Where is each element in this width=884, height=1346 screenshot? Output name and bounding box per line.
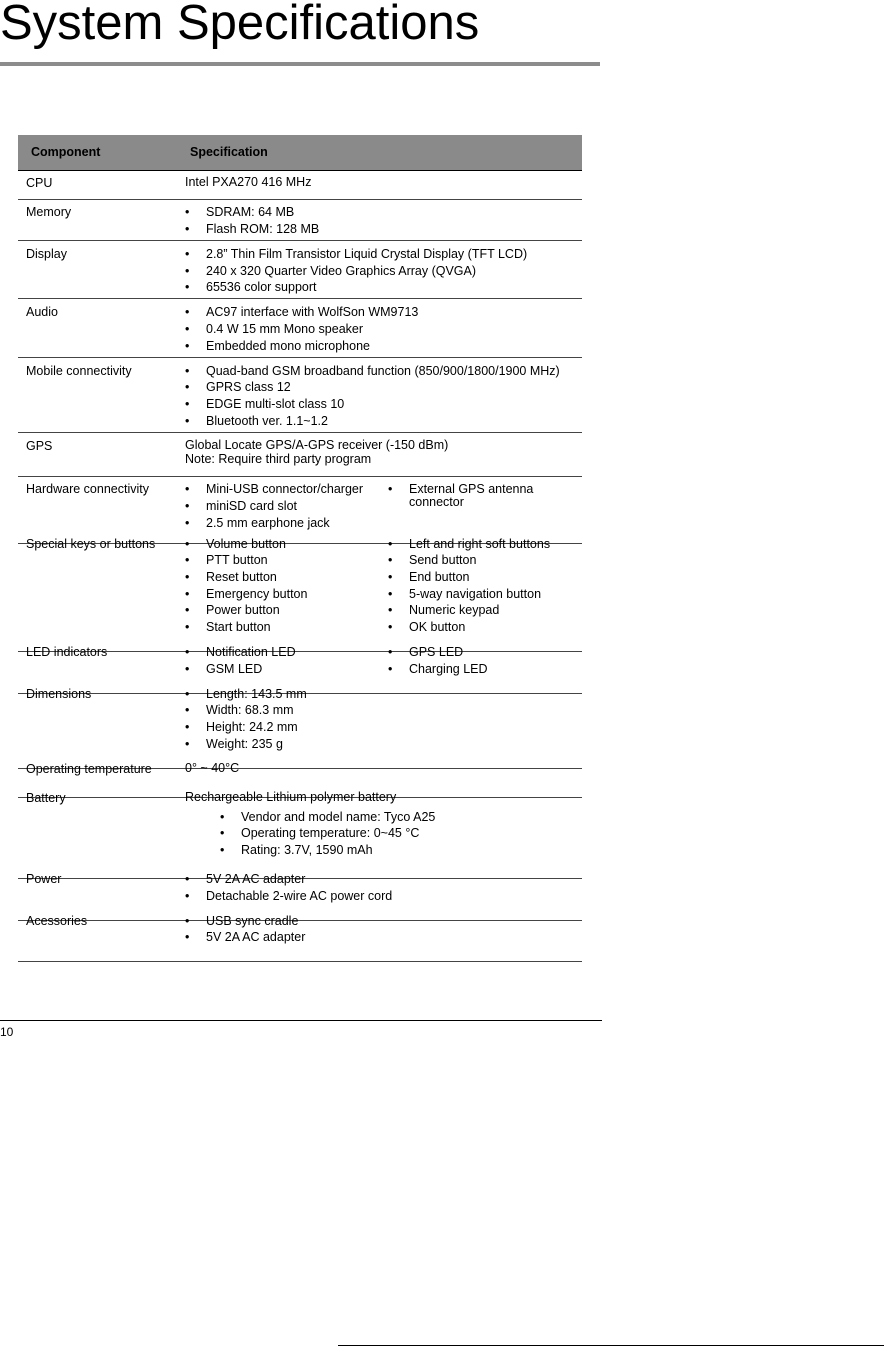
row-label-hardware: Hardware connectivity: [26, 482, 149, 496]
row-label-audio: Audio: [26, 305, 58, 319]
row-label-memory: Memory: [26, 205, 72, 219]
row-divider: [18, 961, 582, 962]
row-label-power: Power: [26, 872, 62, 886]
row-label-led: LED indicators: [26, 645, 108, 659]
title-rule: [0, 62, 600, 66]
row-label-cpu: CPU: [26, 176, 53, 190]
gps-note: Note: Require third party program: [185, 452, 372, 466]
row-label-operating-temperature: Operating temperature: [26, 762, 152, 776]
operating-temperature-spec: 0° ~ 40°C: [185, 761, 240, 775]
row-label-mobile: Mobile connectivity: [26, 364, 132, 378]
row-divider: [18, 357, 582, 358]
row-label-accessories: Acessories: [26, 914, 88, 928]
header-specification: Specification: [190, 145, 268, 159]
row-divider: [18, 432, 582, 433]
row-divider: [18, 298, 582, 299]
table-header: [18, 135, 582, 171]
row-label-special-keys: Special keys or buttons: [26, 537, 156, 551]
row-label-display: Display: [26, 247, 67, 261]
row-label-dimensions: Dimensions: [26, 687, 92, 701]
page-title: System Specifications: [0, 0, 480, 50]
gps-spec: Global Locate GPS/A-GPS receiver (-150 dBm): [185, 438, 449, 452]
battery-spec: Rechargeable Lithium polymer battery: [185, 790, 397, 804]
row-divider: [18, 199, 582, 200]
page-number: 10: [0, 1025, 14, 1039]
row-divider: [18, 240, 582, 241]
row-label-battery: Battery: [26, 791, 66, 805]
row-label-gps: GPS: [26, 439, 53, 453]
footer-rule: [0, 1020, 602, 1021]
cpu-spec: Intel PXA270 416 MHz: [185, 175, 312, 189]
list-item-continuation: connector: [409, 495, 464, 509]
header-component: Component: [31, 145, 101, 159]
row-divider: [18, 476, 582, 477]
row-divider: [18, 920, 582, 921]
